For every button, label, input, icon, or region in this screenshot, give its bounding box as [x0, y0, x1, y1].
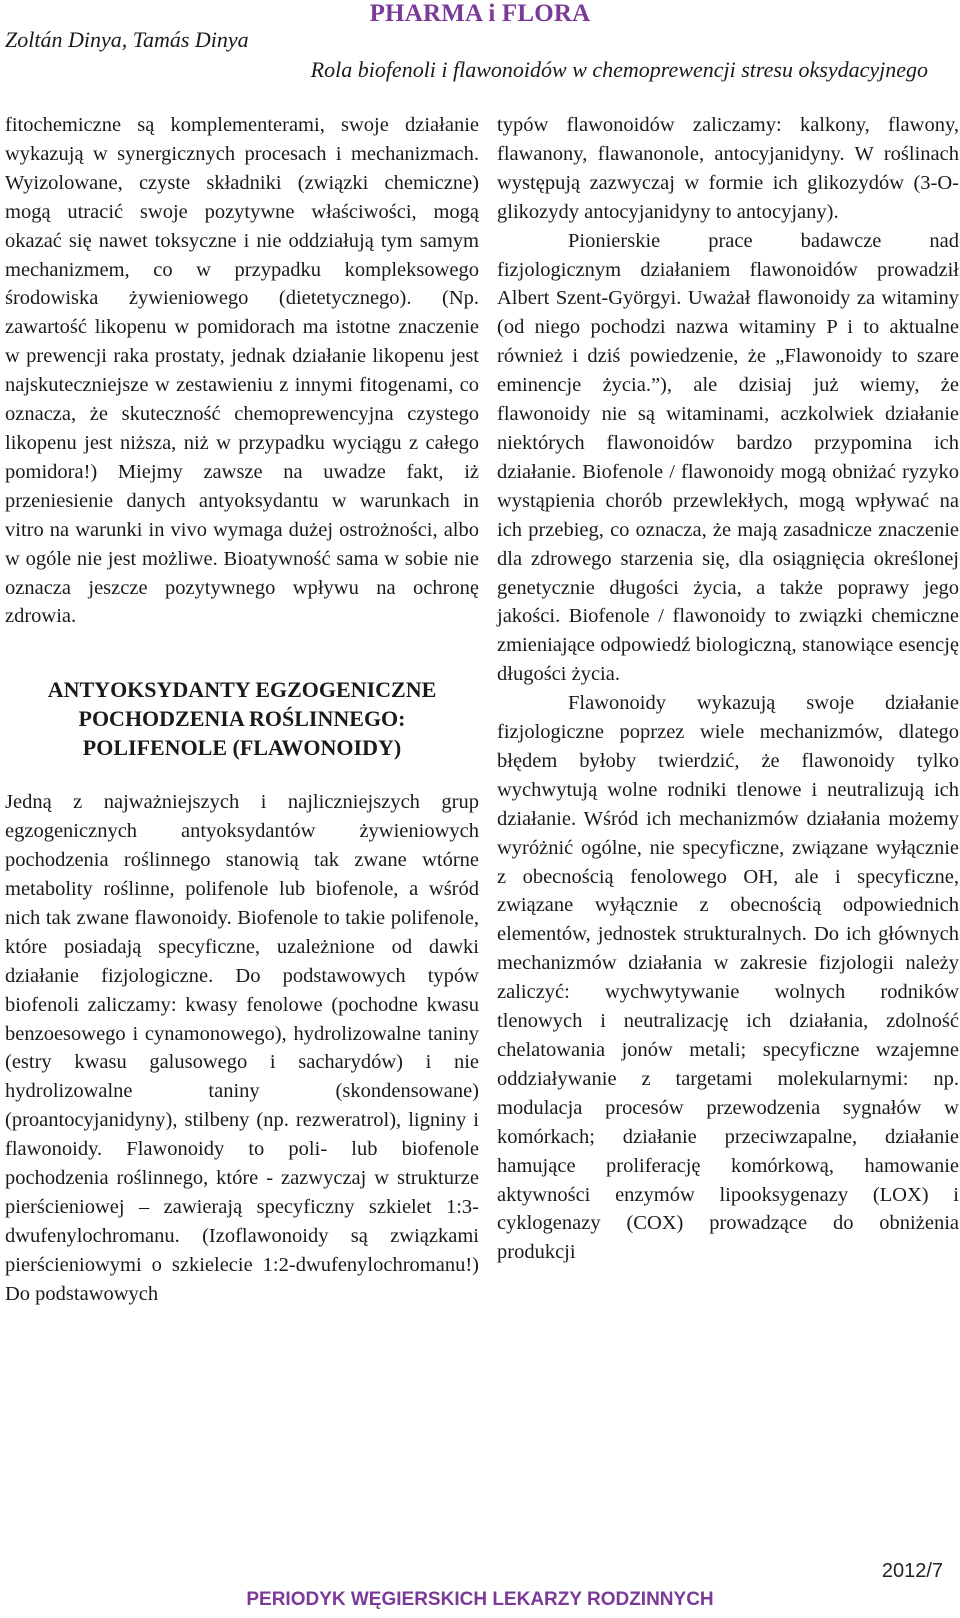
article-title: Rola biofenoli i flawonoidów w chemoprewencji stresu oksydacyjnego	[310, 57, 928, 82]
section-heading	[5, 675, 479, 762]
left-column	[5, 111, 479, 1309]
footer-publication: PERIODYK WĘGIERSKICH LEKARZY RODZINNYCH	[246, 1589, 714, 1610]
left-paragraph-2: Jedną z najważniejszych i najliczniejszych grup egzogenicznych antyoksydantów żywieniowych pochodzenia roślinnego stanowią tak zwane wtórne metabolity roślinne, polifenole lub biofenole, a wśród nich tak zwane flawonoidy. Biofenole to takie polifenole, które posiadają specyficzne, uzależnione od dawki działanie fizjologiczne. Do podstawowych typów biofenoli zaliczamy: kwasy fenolowe (pochodne kwasu benzoesowego i cynamonowego), hydrolizowalne taniny (estry kwasu galusowego i sacharydów) i nie hydrolizowalne taniny (skondensowane) (proantocyjanidyny), stilbeny (np. rezweratrol), ligniny i flawonoidy. Flawonoidy to poli- lub biofenole pochodzenia roślinnego, które - zazwyczaj w strukturze pierścieniowej – zawierają specyficzny szkielet 1:3-dwufenylochromanu. (Izoflawonoidy są związkami pierścieniowymi o szkielecie 1:2-dwufenylochromanu!) Do podstawowych	[5, 791, 479, 1305]
page-number: 2012/7	[881, 1560, 943, 1582]
right-paragraph-3: Flawonoidy wykazują swoje działanie fizjologiczne poprzez wiele mechanizmów, dlatego błędem byłoby twierdzić, że flawonoidy tylko wychwytują wolne rodniki tlenowe i neutralizują ich działanie. Wśród ich mechanizmów działania możemy wyróżnić ogólne, nie specyficzne, związane wyłącznie z obecnością fenolowego OH, ale i specyficzne, związane wyłącznie z obecnością odpowiednich elementów, jednostek strukturalnych. Do ich głównych mechanizmów działania w zakresie fizjologii należy zaliczyć: wychwytywanie wolnych rodników tlenowych i neutralizację ich działania, zdolność chelatowania jonów metali; specyficzne wzajemne oddziaływanie z targetami molekularnymi: np. modulacja procesów przewodzenia sygnałów w komórkach; działanie przeciwzapalne, działanie hamujące proliferację komórkową, hamowanie aktywności enzymów lipooksygenazy (LOX) i cyklogenazy (COX) prowadzące do obniżenia produkcji	[497, 692, 959, 1264]
right-paragraph-1: typów flawonoidów zaliczamy: kalkony, flawony, flawanony, flawanonole, antocyjanidyny. W roślinach występują zazwyczaj w formie ich glikozydów (3-O-glikozydy antocyjanidyny to antocyjany).	[497, 114, 959, 223]
section-heading-line-3: POLIFENOLE (FLAWONOIDY)	[82, 735, 402, 761]
journal-name: PHARMA i FLORA	[369, 0, 591, 27]
right-column	[497, 111, 959, 1267]
article-authors: Zoltán Dinya, Tamás Dinya	[5, 27, 249, 52]
section-heading-line-1: ANTYOKSYDANTY EGZOGENICZNE	[47, 677, 437, 703]
section-heading-line-2: POCHODZENIA ROŚLINNEGO:	[78, 706, 406, 732]
right-paragraph-2: Pionierskie prace badawcze nad fizjologicznym działaniem flawonoidów prowadził Albert Szent-Györgyi. Uważał flawonoidy za witaminy (od niego pochodzi nazwa witaminy P i to aktualne również i dziś powiedzenie, że „Flawonoidy to szare eminencje życia.”), ale dzisiaj już wiemy, że flawonoidy nie są witaminami, aczkolwiek działanie niektórych flawonoidów bardzo przypomina ich działanie. Biofenole / flawonoidy mogą obniżać ryzyko wystąpienia chorób przewlekłych, mogą wpływać na ich przebieg, co oznacza, że mają zasadnicze znaczenie dla zdrowego starzenia się, dla osiągnięcia określonej genetycznie długości życia, a także poprawy jego jakości. Biofenole / flawonoidy to związki chemiczne zmieniające odpowiedź biologiczną, stanowiące esencję długości życia.	[497, 229, 959, 686]
left-paragraph-1: fitochemiczne są komplementerami, swoje działanie wykazują w synergicznych procesach i mechanizmach. Wyizolowane, czyste składniki (związki chemiczne) mogą utracić swoje pozytywne właściwości, mogą okazać się nawet toksyczne i nie oddziałują tym samym mechanizmem, co w przypadku kompleksowego środowiska żywieniowego (dietetycznego). (Np. zawartość likopenu w pomidorach ma istotne znaczenie w prewencji raka prostaty, jednak działanie likopenu jest najskuteczniejsze w zestawieniu z innymi fitogenami, co oznacza, że skuteczność chemoprewencyjna czystego likopenu jest niższa, niż w przypadku wyciągu z całego pomidora!) Miejmy zawsze na uwadze fakt, iż przeniesienie danych antyoksydantu w warunkach in vitro na warunki in vivo wymaga dużej ostrożności, albo w ogóle nie jest możliwe. Bioatywność sama w sobie nie oznacza jeszcze pozytywnego wpływu na ochronę zdrowia.	[5, 114, 479, 628]
